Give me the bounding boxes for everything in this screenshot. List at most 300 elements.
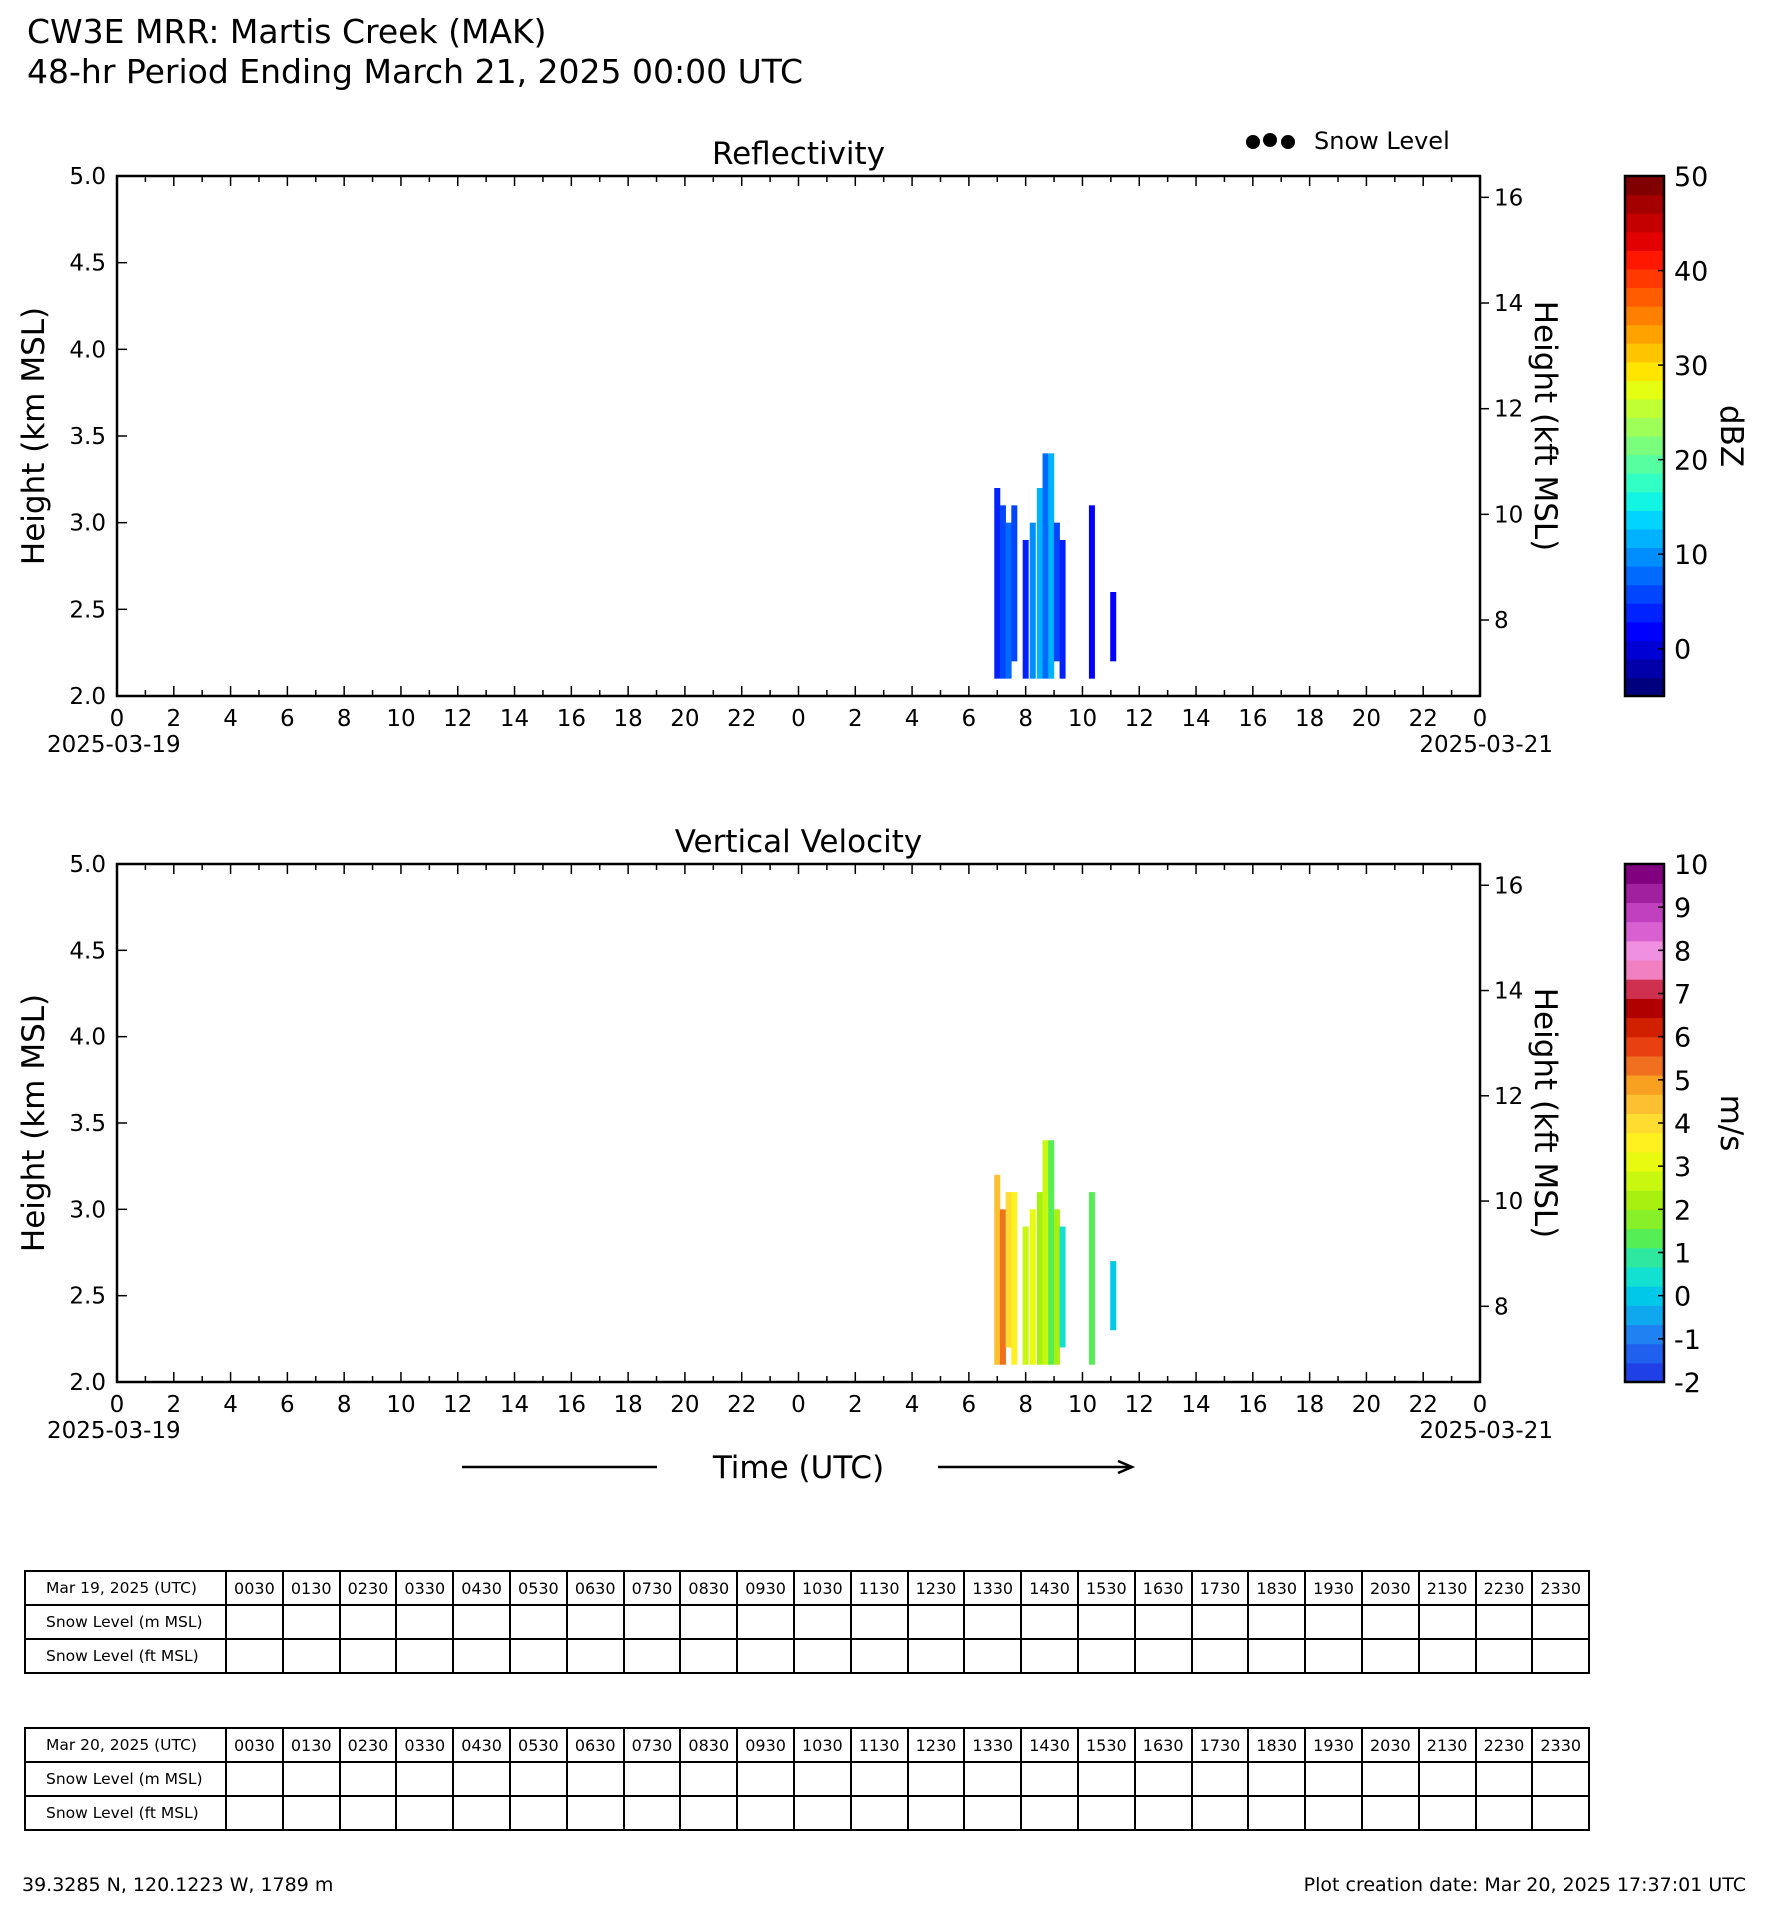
x-tick-label: 18 [1294, 706, 1325, 732]
table-cell [226, 1605, 283, 1639]
colorbar-swatch [1625, 1248, 1664, 1268]
colorbar-tick-label: 0 [1674, 634, 1692, 666]
table-time-header: 0030 [226, 1728, 283, 1762]
x-axis-label: Time (UTC) [712, 1450, 885, 1486]
x-tick-label: 8 [336, 706, 352, 732]
table-cell [1305, 1639, 1362, 1673]
x-tick-label: 4 [223, 1392, 238, 1418]
table-cell [1532, 1605, 1589, 1639]
x-tick-label: 14 [499, 1392, 530, 1418]
colorbar-tick-label: -2 [1674, 1368, 1701, 1399]
table-cell [1192, 1639, 1249, 1673]
table-cell [1305, 1762, 1362, 1796]
y-right-tick-label: 12 [1494, 1083, 1524, 1110]
y-axis-label: Height (km MSL) [16, 306, 52, 566]
x-tick-label: 20 [670, 706, 700, 732]
colorbar-swatch [1625, 864, 1664, 884]
colorbar-tick-label: 30 [1674, 351, 1709, 383]
table-cell [1192, 1762, 1249, 1796]
table-cell [283, 1762, 340, 1796]
x-tick-label: 12 [443, 1392, 473, 1418]
colorbar-swatch [1625, 960, 1664, 980]
table-row-label: Snow Level (m MSL) [25, 1605, 226, 1639]
colorbar-swatch [1625, 1209, 1664, 1229]
x-tick-label: 22 [1408, 1392, 1438, 1418]
colorbar-swatch [1625, 287, 1664, 306]
x-tick-label: 10 [386, 706, 416, 732]
table-cell [1248, 1762, 1305, 1796]
x-tick-label: 20 [670, 1392, 700, 1418]
table-time-header: 0130 [283, 1571, 340, 1605]
y-tick-label: 2.0 [69, 684, 106, 710]
table-cell [1362, 1605, 1419, 1639]
table-cell [1476, 1762, 1533, 1796]
x-tick-label: 22 [727, 1392, 757, 1418]
colorbar-swatch [1625, 622, 1664, 641]
plot-frame [117, 176, 1480, 696]
x-tick-label: 10 [386, 1392, 416, 1418]
table-time-header: 1030 [794, 1571, 851, 1605]
x-tick-label: 6 [280, 706, 295, 732]
table-cell [1192, 1605, 1249, 1639]
x-tick-label: 0 [1472, 706, 1488, 732]
x-tick-label: 10 [1067, 1392, 1098, 1418]
x-tick-label: 4 [223, 706, 238, 732]
table-cell [964, 1762, 1021, 1796]
table-cell [851, 1605, 908, 1639]
table-time-header: 2030 [1362, 1571, 1419, 1605]
colorbar-swatch [1625, 380, 1664, 399]
table-cell [908, 1639, 965, 1673]
table-time-header: 2230 [1476, 1571, 1533, 1605]
colorbar-tick-label: 8 [1674, 936, 1692, 968]
plot-creation-date: Plot creation date: Mar 20, 2025 17:37:01 UTC [1303, 1874, 1746, 1896]
table-cell [624, 1605, 681, 1639]
y-right-tick-label: 8 [1494, 608, 1509, 635]
table-time-header: 2330 [1532, 1571, 1589, 1605]
table-time-header: 1330 [964, 1571, 1021, 1605]
colorbar-swatch [1625, 343, 1664, 362]
x-tick-label: 16 [556, 1392, 586, 1418]
table-cell [567, 1796, 624, 1830]
table-header-row [25, 1571, 1589, 1605]
y-right-tick-label: 16 [1494, 185, 1524, 212]
table-cell [1021, 1762, 1078, 1796]
data-column [1048, 453, 1054, 678]
colorbar-tick-label: 40 [1674, 256, 1709, 288]
table-cell [680, 1796, 737, 1830]
data-column [1000, 505, 1006, 678]
table-time-header: 1730 [1192, 1728, 1249, 1762]
colorbar-tick-label: 10 [1674, 540, 1709, 572]
x-tick-label: 0 [109, 1392, 125, 1418]
data-column [1023, 540, 1029, 679]
colorbar-swatch [1625, 510, 1664, 529]
colorbar-tick-label: 9 [1674, 893, 1692, 925]
table-time-header: 0930 [737, 1571, 794, 1605]
table-cell [794, 1796, 851, 1830]
colorbar-tick-label: 5 [1674, 1065, 1692, 1097]
y-right-tick-label: 10 [1494, 502, 1524, 529]
x-tick-label: 0 [1472, 1392, 1488, 1418]
table-date-header: Mar 20, 2025 (UTC) [25, 1728, 226, 1762]
table-cell [567, 1639, 624, 1673]
table-cell [1362, 1639, 1419, 1673]
table-cell [737, 1639, 794, 1673]
table-time-header: 0830 [680, 1571, 737, 1605]
x-tick-label: 16 [556, 706, 586, 732]
data-column [1037, 1192, 1043, 1365]
colorbar-tick-label: 50 [1674, 162, 1709, 193]
colorbar-swatch [1625, 922, 1664, 942]
table-cell [1419, 1762, 1476, 1796]
table-cell [340, 1762, 397, 1796]
table-time-header: 1830 [1248, 1728, 1305, 1762]
y-tick-label: 3.0 [69, 510, 106, 537]
x-tick-label: 8 [336, 1392, 352, 1418]
colorbar-swatch [1625, 1305, 1664, 1325]
x-tick-label: 14 [1181, 706, 1211, 732]
data-column [1011, 505, 1017, 661]
table-time-header: 0630 [567, 1571, 624, 1605]
table-cell [510, 1796, 567, 1830]
x-tick-label: 6 [961, 706, 977, 732]
table-time-header: 0030 [226, 1571, 283, 1605]
data-column [1060, 1227, 1066, 1348]
table-time-header: 1630 [1135, 1571, 1192, 1605]
table-cell [1078, 1762, 1135, 1796]
table-time-header: 2330 [1532, 1728, 1589, 1762]
data-column [1030, 523, 1036, 679]
table-cell [283, 1605, 340, 1639]
colorbar-swatch [1625, 1075, 1664, 1095]
y-right-axis-label: Height (kft MSL) [1527, 987, 1563, 1239]
colorbar-swatch [1625, 176, 1664, 195]
table-cell [1021, 1796, 1078, 1830]
colorbar-swatch [1625, 1017, 1664, 1037]
table-cell [737, 1605, 794, 1639]
table-time-header: 0930 [737, 1728, 794, 1762]
table-cell [908, 1762, 965, 1796]
table-cell [1078, 1639, 1135, 1673]
table-cell [283, 1639, 340, 1673]
x-tick-label: 0 [109, 706, 125, 732]
table-cell [226, 1639, 283, 1673]
table-cell [1305, 1605, 1362, 1639]
table-time-header: 1430 [1021, 1728, 1078, 1762]
y-tick-label: 4.0 [69, 1024, 106, 1051]
y-tick-label: 5.0 [69, 852, 106, 878]
x-tick-label: 4 [904, 706, 920, 732]
data-column [1006, 523, 1012, 679]
table-cell [1476, 1605, 1533, 1639]
table-cell [1419, 1639, 1476, 1673]
colorbar-swatch [1625, 436, 1664, 455]
x-tick-label: 10 [1067, 706, 1098, 732]
table-time-header: 1030 [794, 1728, 851, 1762]
table-cell [510, 1762, 567, 1796]
x-tick-label: 0 [791, 706, 806, 732]
data-column [1060, 540, 1066, 679]
y-tick-label: 3.5 [69, 1111, 106, 1137]
y-tick-label: 2.5 [69, 1283, 106, 1310]
table-cell [908, 1796, 965, 1830]
table-cell [1476, 1796, 1533, 1830]
table-cell [794, 1605, 851, 1639]
x-tick-label: 2 [847, 706, 863, 732]
table-cell [396, 1762, 453, 1796]
colorbar-swatch [1625, 1171, 1664, 1191]
table-cell [567, 1762, 624, 1796]
table-time-header: 0230 [340, 1571, 397, 1605]
table-cell [964, 1796, 1021, 1830]
x-tick-label: 18 [613, 706, 643, 732]
x-date-end: 2025-03-21 [1419, 1418, 1553, 1444]
table-time-header: 1930 [1305, 1571, 1362, 1605]
snow-level-marker-icon [1281, 135, 1295, 149]
table-time-header: 1430 [1021, 1571, 1078, 1605]
colorbar-swatch [1625, 1267, 1664, 1287]
data-column [1011, 1192, 1017, 1365]
table-cell [340, 1639, 397, 1673]
table-time-header: 2030 [1362, 1728, 1419, 1762]
table-time-header: 1530 [1078, 1728, 1135, 1762]
x-tick-label: 2 [166, 706, 182, 732]
table-cell [396, 1639, 453, 1673]
table-cell [453, 1796, 510, 1830]
table-time-header: 1230 [908, 1728, 965, 1762]
table-cell [964, 1605, 1021, 1639]
table-time-header: 1630 [1135, 1728, 1192, 1762]
table-cell [1135, 1605, 1192, 1639]
table-cell [396, 1605, 453, 1639]
table-cell [396, 1796, 453, 1830]
table-time-header: 1730 [1192, 1571, 1249, 1605]
table-cell [624, 1639, 681, 1673]
chart-title: CW3E MRR: Martis Creek (MAK) [27, 12, 547, 51]
y-tick-label: 4.5 [69, 938, 106, 965]
x-tick-label: 4 [904, 1392, 920, 1418]
panel-title: Vertical Velocity [674, 824, 923, 860]
colorbar-swatch [1625, 1190, 1664, 1210]
y-right-tick-label: 8 [1494, 1294, 1509, 1321]
table-time-header: 0130 [283, 1728, 340, 1762]
colorbar-swatch [1625, 566, 1664, 585]
x-tick-label: 2 [847, 1392, 863, 1418]
table-time-header: 1530 [1078, 1571, 1135, 1605]
colorbar-swatch [1625, 250, 1664, 269]
table-time-header: 1930 [1305, 1728, 1362, 1762]
table-row [25, 1762, 1589, 1796]
table-cell [1532, 1796, 1589, 1830]
data-column [1110, 1261, 1116, 1330]
colorbar-swatch [1625, 455, 1664, 474]
x-tick-label: 14 [499, 706, 530, 732]
table-time-header: 1830 [1248, 1571, 1305, 1605]
y-axis-label: Height (km MSL) [16, 993, 52, 1253]
colorbar-tick-label: -1 [1674, 1324, 1701, 1356]
table-cell [340, 1796, 397, 1830]
colorbar-tick-label: 0 [1674, 1281, 1692, 1313]
table-time-header: 2130 [1419, 1728, 1476, 1762]
x-tick-label: 16 [1238, 706, 1268, 732]
table-cell [851, 1796, 908, 1830]
data-column [1006, 1192, 1012, 1347]
table-cell [1192, 1796, 1249, 1830]
colorbar-label: dBZ [1713, 404, 1749, 468]
colorbar-swatch [1625, 213, 1664, 232]
table-time-header: 0230 [340, 1728, 397, 1762]
table-time-header: 0630 [567, 1728, 624, 1762]
table-cell [737, 1796, 794, 1830]
table-time-header: 0330 [396, 1728, 453, 1762]
table-cell [624, 1762, 681, 1796]
x-date-start: 2025-03-19 [47, 1418, 181, 1444]
snow-level-table-mar20 [24, 1727, 1590, 1831]
colorbar-tick-label: 4 [1674, 1109, 1692, 1140]
colorbar-swatch [1625, 640, 1664, 659]
table-cell [1248, 1796, 1305, 1830]
colorbar-swatch [1625, 417, 1664, 436]
table-cell [567, 1605, 624, 1639]
data-column [994, 1175, 1000, 1365]
table-cell [680, 1605, 737, 1639]
x-tick-label: 20 [1351, 1392, 1382, 1418]
table-cell [1248, 1605, 1305, 1639]
table-cell [1135, 1796, 1192, 1830]
table-cell [1305, 1796, 1362, 1830]
table-cell [453, 1762, 510, 1796]
colorbar-swatch [1625, 1344, 1664, 1364]
table-cell [453, 1605, 510, 1639]
table-cell [340, 1605, 397, 1639]
x-tick-label: 22 [1408, 706, 1438, 732]
colorbar-tick-label: 2 [1674, 1195, 1692, 1227]
x-tick-label: 18 [613, 1392, 643, 1418]
x-tick-label: 8 [1018, 706, 1033, 732]
colorbar-tick-label: 3 [1674, 1152, 1692, 1184]
colorbar-swatch [1625, 677, 1664, 696]
table-cell [1362, 1796, 1419, 1830]
x-tick-label: 20 [1351, 706, 1382, 732]
table-cell [794, 1639, 851, 1673]
colorbar-swatch [1625, 547, 1664, 566]
data-column [1089, 1192, 1095, 1365]
colorbar-tick-label: 20 [1674, 445, 1709, 477]
colorbar-swatch [1625, 1037, 1664, 1057]
table-row [25, 1639, 1589, 1673]
y-right-tick-label: 10 [1494, 1189, 1524, 1216]
y-right-tick-label: 16 [1494, 873, 1524, 900]
data-column [1043, 1140, 1049, 1364]
x-tick-label: 0 [791, 1392, 806, 1418]
y-right-tick-label: 14 [1494, 291, 1524, 318]
table-cell [794, 1762, 851, 1796]
colorbar-tick-label: 6 [1674, 1022, 1692, 1054]
colorbar-swatch [1625, 1152, 1664, 1172]
table-cell [453, 1639, 510, 1673]
x-tick-label: 12 [1124, 1392, 1154, 1418]
x-tick-label: 2 [166, 1392, 182, 1418]
table-time-header: 1330 [964, 1728, 1021, 1762]
data-column [1037, 488, 1043, 679]
data-column [1043, 453, 1049, 678]
table-row-label: Snow Level (m MSL) [25, 1762, 226, 1796]
colorbar-swatch [1625, 603, 1664, 622]
colorbar-swatch [1625, 399, 1664, 418]
colorbar-swatch [1625, 998, 1664, 1018]
table-cell [1135, 1762, 1192, 1796]
plot-frame [117, 864, 1480, 1382]
table-cell [1021, 1639, 1078, 1673]
colorbar-swatch [1625, 529, 1664, 548]
table-cell [1532, 1639, 1589, 1673]
data-column [1048, 1140, 1054, 1364]
data-column [1030, 1209, 1036, 1364]
y-right-axis-label: Height (kft MSL) [1527, 300, 1563, 552]
table-date-header: Mar 19, 2025 (UTC) [25, 1571, 226, 1605]
table-cell [1078, 1796, 1135, 1830]
table-cell [851, 1639, 908, 1673]
colorbar-swatch [1625, 269, 1664, 288]
table-cell [1135, 1639, 1192, 1673]
data-column [1023, 1227, 1029, 1365]
colorbar-swatch [1625, 325, 1664, 344]
table-cell [851, 1762, 908, 1796]
colorbar-swatch [1625, 585, 1664, 604]
table-time-header: 0430 [453, 1728, 510, 1762]
data-column [994, 488, 1000, 679]
table-cell [283, 1796, 340, 1830]
table-cell [1476, 1639, 1533, 1673]
table-cell [1021, 1605, 1078, 1639]
table-cell [1362, 1762, 1419, 1796]
colorbar-swatch [1625, 195, 1664, 214]
y-tick-label: 4.5 [69, 250, 106, 277]
table-time-header: 0530 [510, 1728, 567, 1762]
y-right-tick-label: 12 [1494, 396, 1524, 423]
table-cell [226, 1762, 283, 1796]
table-time-header: 2130 [1419, 1571, 1476, 1605]
colorbar-tick-label: 7 [1674, 979, 1692, 1011]
colorbar-swatch [1625, 232, 1664, 251]
y-tick-label: 3.5 [69, 424, 106, 450]
colorbar-tick-label: 1 [1674, 1238, 1692, 1270]
colorbar-swatch [1625, 1324, 1664, 1344]
x-tick-label: 16 [1238, 1392, 1268, 1418]
table-time-header: 0430 [453, 1571, 510, 1605]
table-time-header: 0530 [510, 1571, 567, 1605]
legend-label: Snow Level [1314, 127, 1450, 155]
x-tick-label: 6 [961, 1392, 977, 1418]
colorbar-swatch [1625, 659, 1664, 678]
x-date-end: 2025-03-21 [1419, 732, 1553, 758]
table-time-header: 1130 [851, 1728, 908, 1762]
table-row [25, 1605, 1589, 1639]
colorbar-swatch [1625, 492, 1664, 511]
table-row-label: Snow Level (ft MSL) [25, 1639, 226, 1673]
snow-level-table-mar19 [24, 1570, 1590, 1674]
x-tick-label: 12 [443, 706, 473, 732]
colorbar-swatch [1625, 473, 1664, 492]
table-cell [510, 1639, 567, 1673]
table-cell [1248, 1639, 1305, 1673]
table-cell [1419, 1796, 1476, 1830]
data-column [1054, 523, 1060, 662]
table-time-header: 0730 [624, 1571, 681, 1605]
table-cell [226, 1796, 283, 1830]
table-time-header: 0730 [624, 1728, 681, 1762]
